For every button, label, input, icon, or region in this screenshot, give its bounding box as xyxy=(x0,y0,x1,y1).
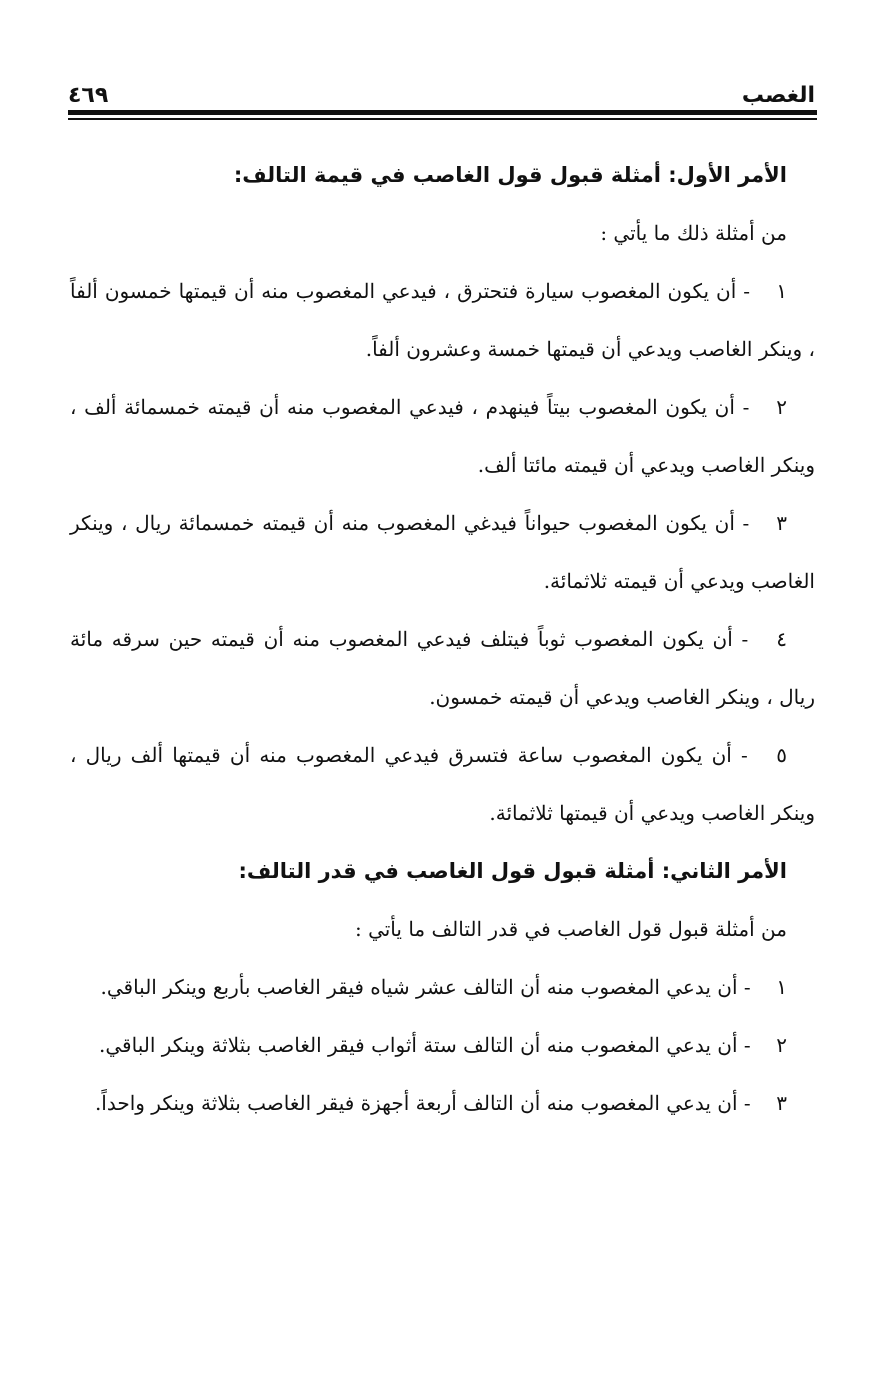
item-text: - أن يكون المغصوب بيتاً فينهدم ، فيدعي المغصوب منه أن قيمته خمسمائة ألف ، وينكر الغاصب ويدعي أن قيمته مائتا ألف. xyxy=(70,395,815,477)
item-text: - أن يكون المغصوب ساعة فتسرق فيدعي المغصوب منه أن قيمتها ألف ريال ، وينكر الغاصب ويدعي أن قيمتها ثلاثمائة. xyxy=(70,743,815,825)
item-text: - أن يدعي المغصوب منه أن التالف ستة أثواب فيقر الغاصب بثلاثة وينكر الباقي. xyxy=(99,1033,751,1057)
list-item xyxy=(70,1016,815,1074)
running-title: الغصب xyxy=(741,83,815,108)
item-text: - أن يكون المغصوب سيارة فتحترق ، فيدعي المغصوب منه أن قيمتها خمسون ألفاً ، وينكر الغاصب ويدعي أن قيمتها خمسة وعشرون ألفاً. xyxy=(70,279,815,361)
list-item xyxy=(70,262,815,378)
item-text: - أن يكون المغصوب حيواناً فيدغي المغصوب منه أن قيمته خمسمائة ريال ، وينكر الغاصب ويدعي أن قيمته ثلاثمائة. xyxy=(70,511,815,593)
header-rule-thick xyxy=(68,110,817,115)
list-item xyxy=(70,610,815,726)
list-item xyxy=(70,378,815,494)
running-header xyxy=(68,72,815,108)
list-item xyxy=(70,1074,815,1132)
section-heading-1: الأمر الأول: أمثلة قبول قول الغاصب في قيمة التالف: xyxy=(233,163,787,187)
item-text: - أن يكون المغصوب ثوباً فيتلف فيدعي المغصوب منه أن قيمته حين سرقه مائة ريال ، وينكر الغاصب ويدعي أن قيمته خمسون. xyxy=(70,627,815,709)
section-heading-2: الأمر الثاني: أمثلة قبول قول الغاصب في قدر التالف: xyxy=(238,859,787,883)
item-number: ٥ xyxy=(776,743,787,767)
section-intro-2: من أمثلة قبول قول الغاصب في قدر التالف ما يأتي : xyxy=(354,917,787,941)
list-item xyxy=(70,726,815,842)
page-number: ٤٦٩ xyxy=(68,83,109,108)
item-number: ٤ xyxy=(776,627,787,651)
item-number: ١ xyxy=(776,975,787,999)
section-intro-1: من أمثلة ذلك ما يأتي : xyxy=(600,221,787,245)
list-item xyxy=(70,494,815,610)
body-text xyxy=(70,146,815,1132)
item-number: ٢ xyxy=(776,1033,787,1057)
item-text: - أن يدعي المغصوب منه أن التالف أربعة أجهزة فيقر الغاصب بثلاثة وينكر واحداً. xyxy=(94,1091,751,1115)
item-number: ٣ xyxy=(776,511,788,535)
item-number: ٣ xyxy=(776,1091,787,1115)
item-number: ٢ xyxy=(776,395,788,419)
header-rule-thin xyxy=(68,118,817,120)
item-number: ١ xyxy=(776,279,787,303)
list-item xyxy=(70,958,815,1016)
item-text: - أن يدعي المغصوب منه أن التالف عشر شياه فيقر الغاصب بأربع وينكر الباقي. xyxy=(100,975,751,999)
